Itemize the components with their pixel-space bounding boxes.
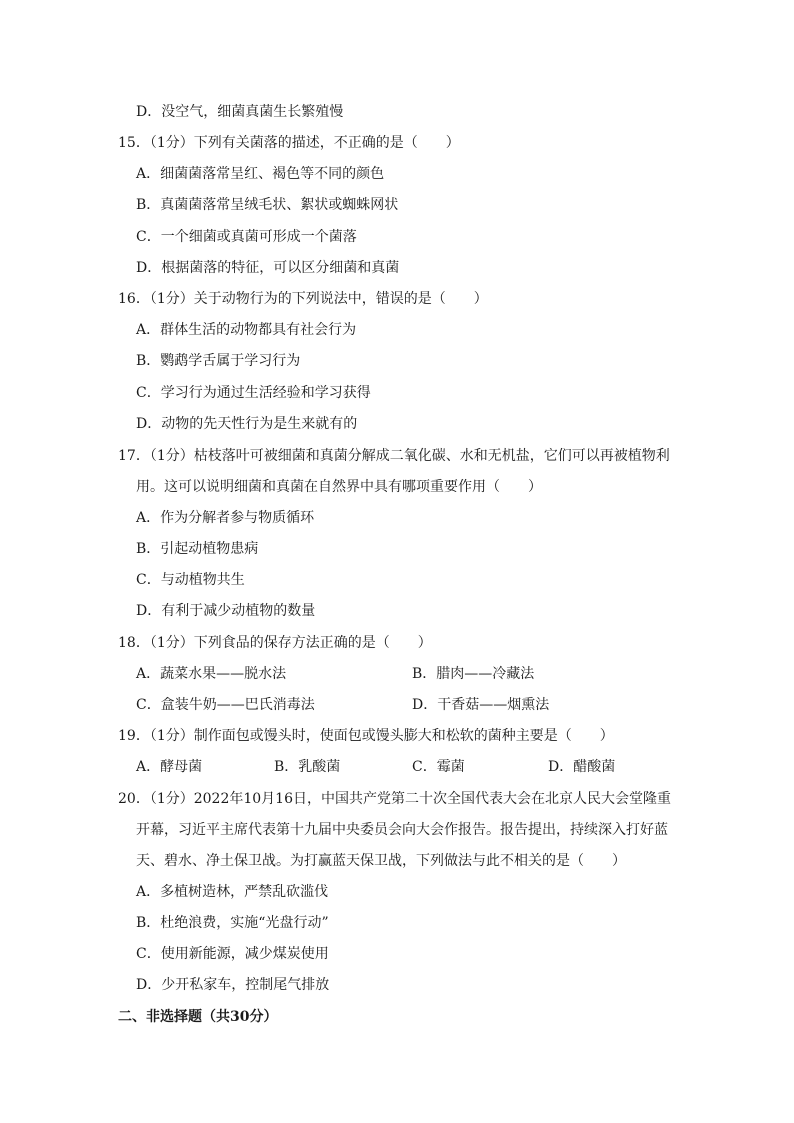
q18-option-b: B．腊肉——冷藏法 <box>412 666 535 682</box>
q17-option-d: D．有利于减少动植物的数量 <box>136 603 316 619</box>
q20-option-c: C．使用新能源，减少煤炭使用 <box>136 946 329 962</box>
q15-option-c: C．一个细菌或真菌可形成一个菌落 <box>136 229 357 245</box>
question-20-line-1: 20．（1分）2022年10月16日，中国共产党第二十次全国代表大会在北京人民大会堂隆重 <box>118 791 671 807</box>
q16-option-c: C．学习行为通过生活经验和学习获得 <box>136 385 371 401</box>
q20-option-d: D．少开私家车，控制尾气排放 <box>136 977 330 993</box>
question-17-line-1: 17．（1分）枯枝落叶可被细菌和真菌分解成二氧化碳、水和无机盐，它们可以再被植物利 <box>118 448 670 464</box>
question-17-line-2: 用。这可以说明细菌和真菌在自然界中具有哪项重要作用（ ） <box>136 479 542 495</box>
q14-option-d: D．没空气，细菌真菌生长繁殖慢 <box>136 104 344 120</box>
section-heading-non-choice: 二、非选择题（共30分） <box>118 1009 278 1025</box>
q19-option-d: D．醋酸菌 <box>548 759 616 775</box>
q19-option-b: B．乳酸菌 <box>274 759 341 775</box>
q19-option-c: C．霉菌 <box>412 759 465 775</box>
q17-option-a: A．作为分解者参与物质循环 <box>136 510 315 526</box>
q16-option-d: D．动物的先天性行为是生来就有的 <box>136 416 358 432</box>
question-20-line-3: 天、碧水、净土保卫战。为打赢蓝天保卫战，下列做法与此不相关的是（ ） <box>136 853 626 869</box>
question-20-line-2: 开幕，习近平主席代表第十九届中央委员会向大会作报告。报告提出，持续深入打好蓝 <box>136 822 668 838</box>
q15-option-b: B．真菌菌落常呈绒毛状、絮状或蜘蛛网状 <box>136 197 399 213</box>
q18-option-c: C．盒装牛奶——巴氏消毒法 <box>136 697 315 713</box>
q19-option-a: A．酵母菌 <box>136 759 203 775</box>
q16-option-b: B．鹦鹉学舌属于学习行为 <box>136 353 301 369</box>
question-16: 16．（1分）关于动物行为的下列说法中，错误的是（ ） <box>118 291 488 307</box>
q17-option-b: B．引起动植物患病 <box>136 541 259 557</box>
question-19: 19．（1分）制作面包或馒头时，使面包或馒头膨大和松软的菌种主要是（ ） <box>118 728 614 744</box>
q20-option-b: B．杜绝浪费，实施“光盘行动” <box>136 915 329 931</box>
question-15: 15．（1分）下列有关菌落的描述，不正确的是（ ） <box>118 135 460 151</box>
question-18: 18．（1分）下列食品的保存方法正确的是（ ） <box>118 635 432 651</box>
q18-option-d: D．干香菇——烟熏法 <box>412 697 550 713</box>
q16-option-a: A．群体生活的动物都具有社会行为 <box>136 322 357 338</box>
q18-option-a: A．蔬菜水果——脱水法 <box>136 666 287 682</box>
q20-option-a: A．多植树造林，严禁乱砍滥伐 <box>136 884 329 900</box>
q17-option-c: C．与动植物共生 <box>136 572 245 588</box>
q15-option-a: A．细菌菌落常呈红、褐色等不同的颜色 <box>136 166 385 182</box>
q15-option-d: D．根据菌落的特征，可以区分细菌和真菌 <box>136 260 400 276</box>
